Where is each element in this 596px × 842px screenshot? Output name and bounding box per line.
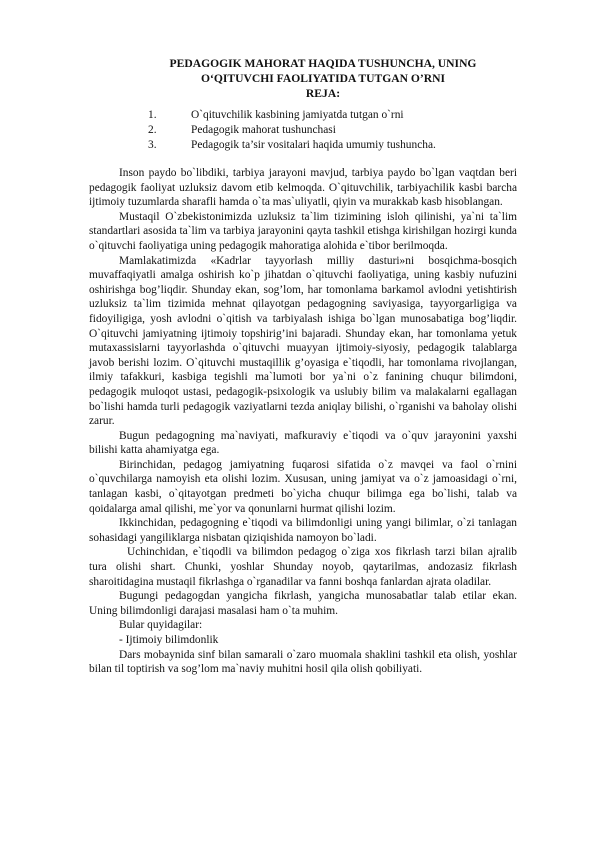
- plan-item: [148, 123, 548, 138]
- plan-item-number: 3.: [148, 139, 157, 152]
- document-body: [89, 166, 517, 677]
- plan-item: [148, 138, 548, 153]
- paragraph: Inson paydo bo`libdiki, tarbiya jarayoni mavjud, tarbiya paydo bo`lgan vaqtdan beri pedagogik faoliyat uzluksiz davom etib kelmoqda. O`qituvchilik, tarbiyachilik kasbi barcha ijtimoiy tuzumlarda sharafli hamda o`ta mas`uliyatli, qiyin va murakkab kasb hisoblangan.: [89, 167, 517, 209]
- title-line-2: O‘QITUVCHI FAOLIYATIDA TUTGAN O’RNI: [200, 72, 446, 85]
- plan-heading: REJA:: [305, 87, 341, 100]
- plan-item-text: Pedagogik ta’sir vositalari haqida umumiy tushuncha.: [191, 139, 436, 152]
- paragraph: Mustaqil O`zbekistonimizda uzluksiz ta`lim tizimining isloh qilinishi, ya`ni ta`lim standartlari asosida ta`lim va tarbiya jarayonini qayta tashkil etishga kirishilgan hozirgi kunda o`qituvchi faoliyatiga uning pedagogik mahoratiga alohida e`tibor berilmoqda.: [89, 210, 517, 252]
- paragraph: Bugungi pedagogdan yangicha fikrlash, yangicha munosabatlar talab etilar ekan. Uning bilimdonligi darajasi masalasi ham o`ta muhim.: [89, 590, 517, 617]
- plan-item-number: 2.: [148, 124, 157, 137]
- paragraph: Dars mobaynida sinf bilan samarali o`zaro muomala shaklini tashkil eta olish, yoshlar bilan til toptirish va sog’lom ma`naviy muhitni hosil qila olish qobiliyati.: [89, 648, 517, 676]
- paragraph: Birinchidan, pedagog jamiyatning fuqarosi sifatida o`z mavqei va faol o`rnini o`quvchilarga namoyish eta olishi lozim. Xususan, uning jamiyat va o`z jamoasidagi o`rni, tanlagan kasbi, o`qitayotgan predmeti bo`yicha chuqur bilimga ega bo`lishi, talab va qoidalarga amal qilishi, me`yor va qonunlarni hurmat qilishi lozim.: [89, 458, 517, 515]
- paragraph: Mamlakatimizda «Kadrlar tayyorlash milliy dasturi»ni bosqichma-bosqich muvaffaqiyatli amalga oshirish ko`p jihatdan o`qituvchi faoliyatiga, uning kasbiy nufuzini oshirishga bog’liqdir. Shunday ekan, sog’lom, har tomonlama barkamol avlodni yetishtirish uzluksiz ta`lim tizimida mehnat qilayotgan pedagogning saviyasiga, tayyorgarligiga va fidoyiligiga, yosh avlodni o`qitish va tarbiyalash ishiga bo`lgan munosabatiga bog’liqdir. O`qituvchi jamiyatning ijtimoiy topshirig’ini bajaradi. Shunday ekan, har tomonlama yetuk mutaxassislarni tayyorlashda o`qituvchi muayyan ijtimoiy-siyosiy, pedagogik talablarga javob berishi lozim. O`qituvchi mustaqillik g’oyasiga e`tiqodli, har tomonlama rivojlangan, ilmiy tafakkuri, kasbiga tegishli ma`lumoti bor ya`ni o`z fanining chuqur bilimdoni, pedagogik muloqot ustasi, pedagogik-psixologik va uslubiy bilim va malakalarni egallagan bo`lishi hamda turli pedagogik vaziyatlarni tezda aniqlay bilishi, o`rganishi va baholay olishi zarur.: [89, 254, 517, 428]
- paragraph: Ikkinchidan, pedagogning e`tiqodi va bilimdonligi uning yangi bilimlar, o`zi tanlagan sohasidagi yangiliklarga nisbatan qiziqishida namoyon bo`ladi.: [89, 517, 517, 544]
- plan-item-text: Pedagogik mahorat tushunchasi: [191, 124, 336, 137]
- paragraph: Uchinchidan, e`tiqodli va bilimdon pedagog o`ziga xos fikrlash tarzi bilan ajralib tura olishi shart. Chunki, yoshlar Shunday noyob, qaytarilmas, andozasiz fikrlash sharoitidagina mustaqil fikrlashga o`rganadilar va fanni boshqa fanlardan ajrata oladilar.: [89, 546, 517, 588]
- document-title: [118, 56, 528, 101]
- paragraph: Bugun pedagogning ma`naviyati, mafkuraviy e`tiqodi va o`quv jarayonini yaxshi bilishi katta ahamiyatga ega.: [89, 429, 517, 457]
- paragraph: Bular quyidagilar:: [119, 619, 203, 632]
- plan-list: [148, 108, 548, 154]
- plan-item-number: 1.: [148, 109, 157, 121]
- paragraph: - Ijtimoiy bilimdonlik: [119, 634, 219, 646]
- plan-item: [148, 108, 548, 123]
- title-line-1: PEDAGOGIK MAHORAT HAQIDA TUSHUNCHA, UNING: [169, 57, 477, 70]
- plan-item-text: O`qituvchilik kasbining jamiyatda tutgan o`rni: [191, 109, 404, 121]
